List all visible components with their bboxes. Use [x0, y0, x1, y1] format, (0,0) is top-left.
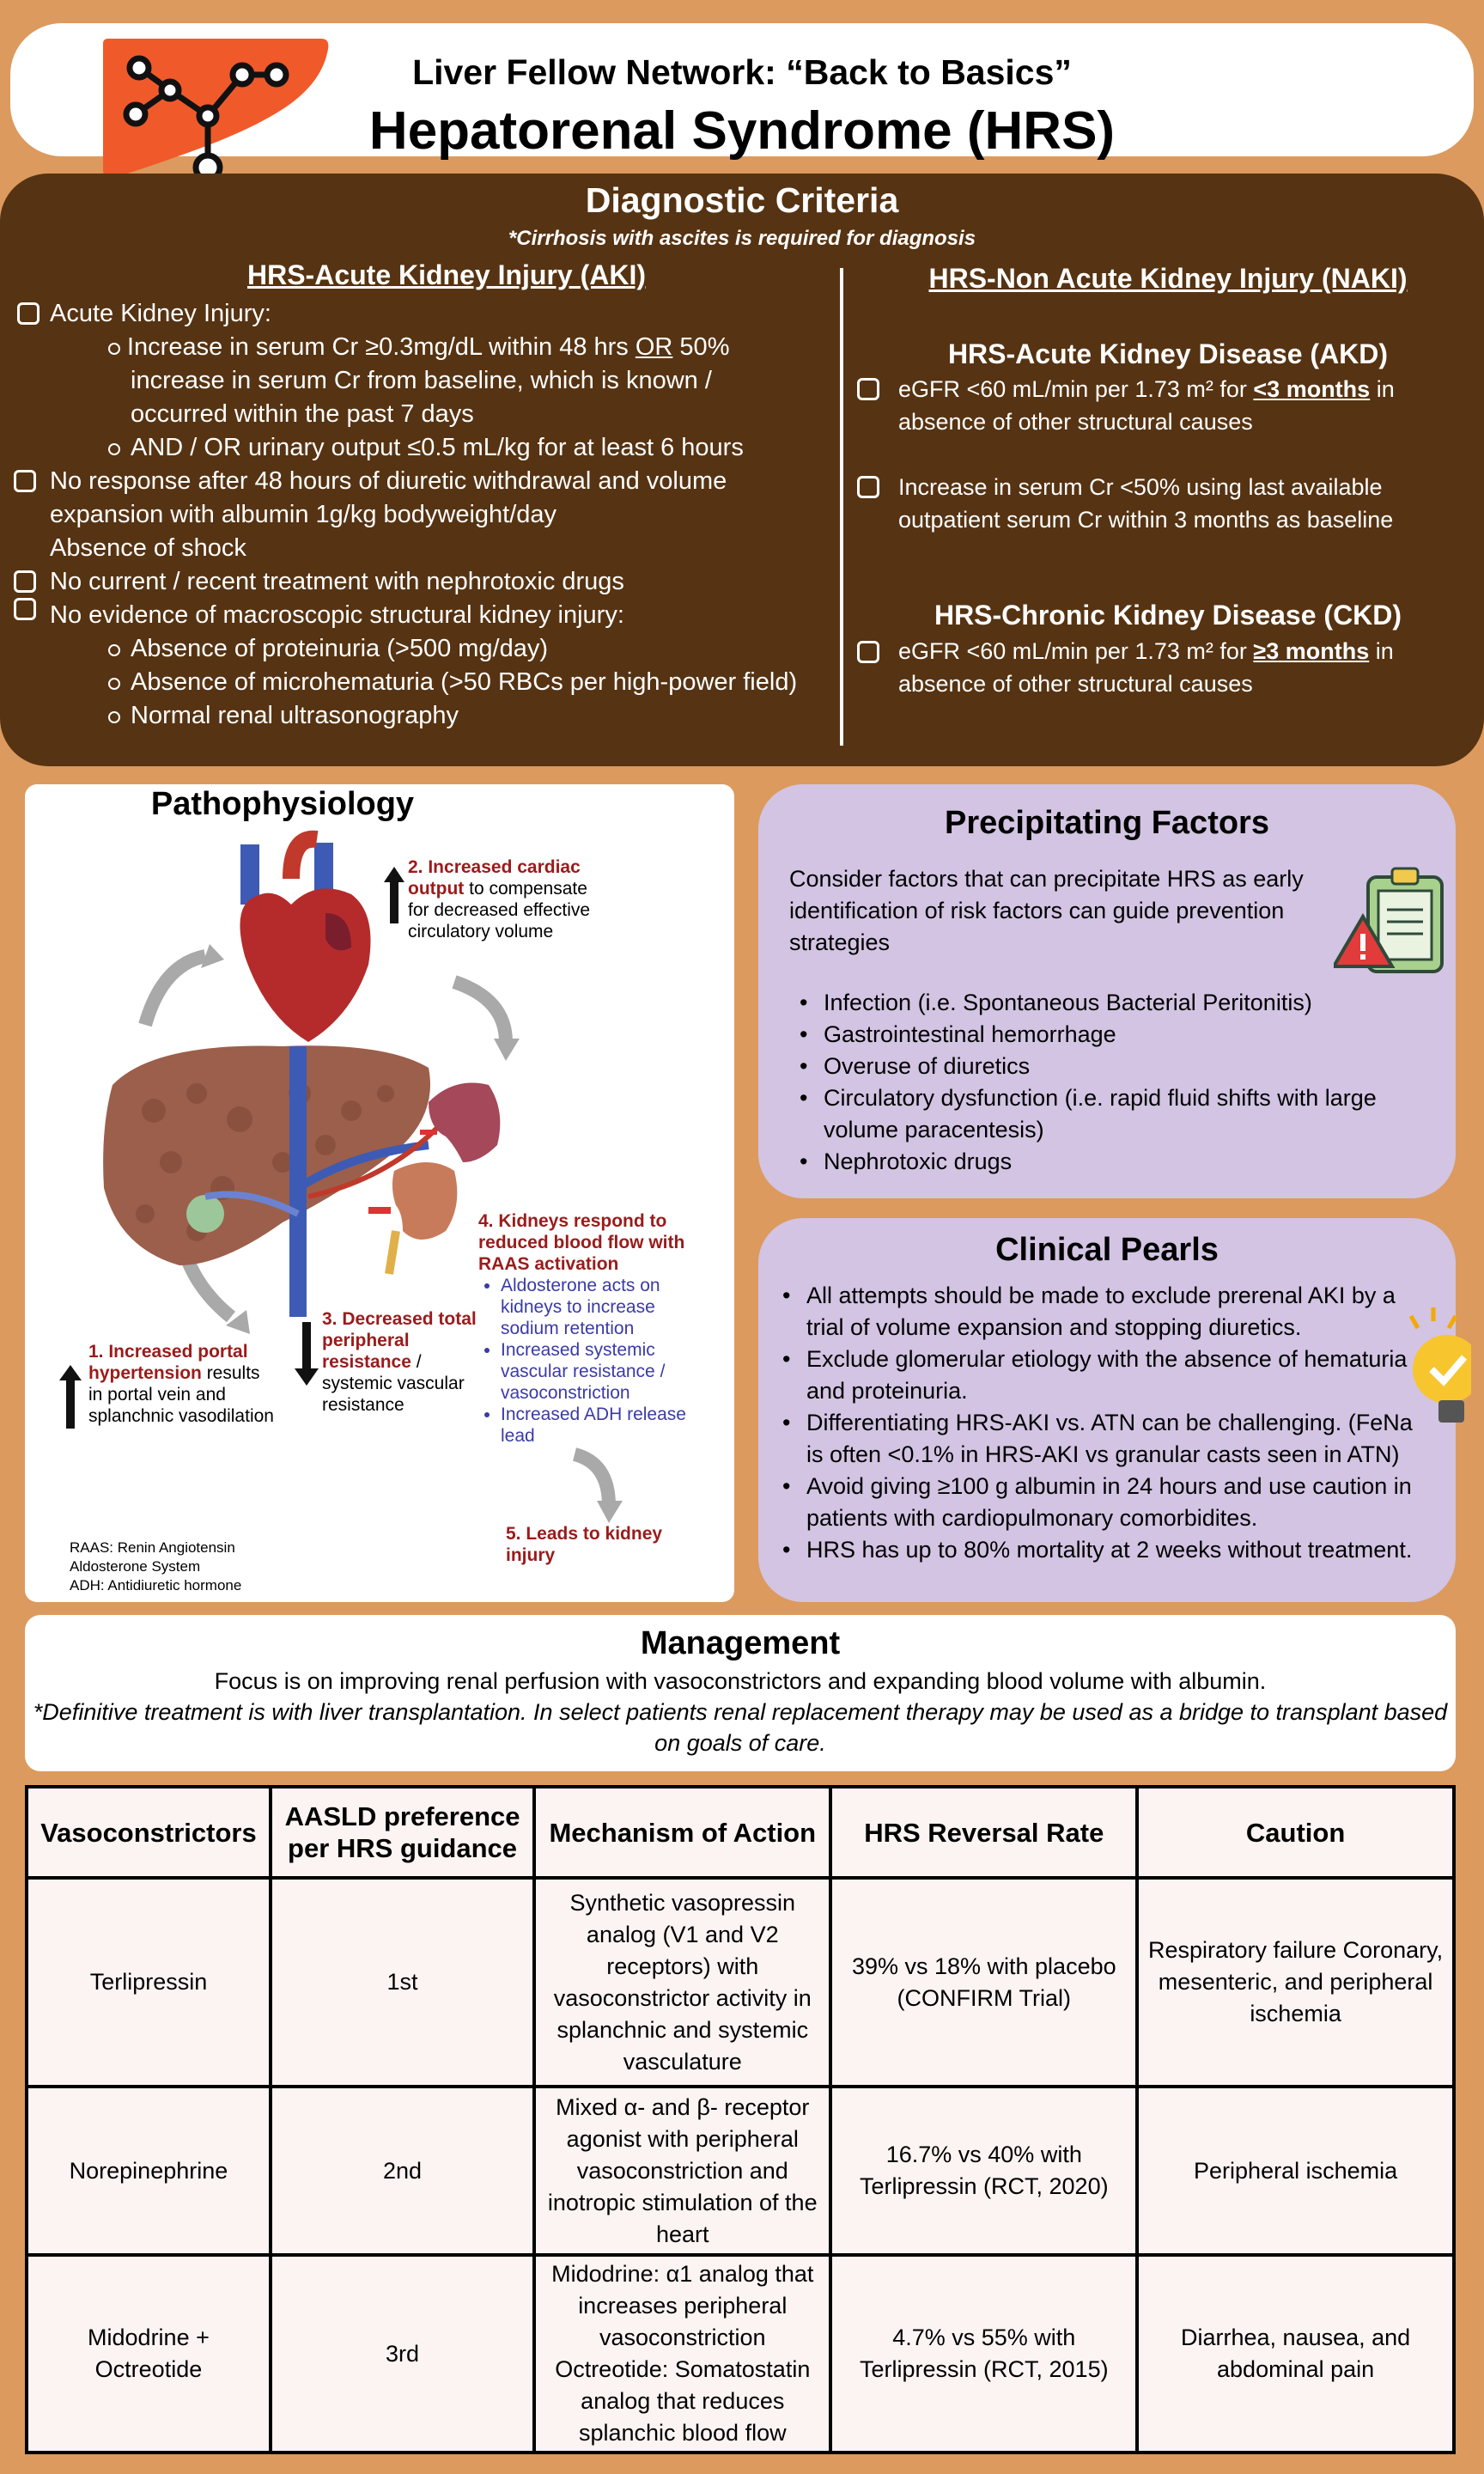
- criteria-checkbox[interactable]: [857, 476, 879, 498]
- sub-bullet-circle: [108, 443, 120, 455]
- table-cell: Norepinephrine: [27, 2087, 271, 2255]
- step-5-kidney-injury: 5. Leads to kidney injury: [506, 1524, 663, 1565]
- table-cell: Diarrhea, nausea, and abdominal pain: [1137, 2255, 1454, 2453]
- header-subtitle: Liver Fellow Network: “Back to Basics”: [412, 52, 1072, 92]
- aki-heading: HRS-Acute Kidney Injury (AKI): [246, 259, 647, 290]
- criteria-line: Absence of proteinuria (>500 mg/day): [131, 635, 549, 662]
- abbreviation-legend: RAAS: Renin Angiotensin Aldosterone System ADH: Antidiuretic hormone: [70, 1539, 242, 1593]
- diagnostic-title: Diagnostic Criteria: [585, 180, 899, 220]
- sub-bullet-circle: [108, 711, 120, 723]
- management-panel: [25, 1615, 1456, 1771]
- akd-criterion-1: eGFR <60 mL/min per 1.73 m² for <3 months in absence of other structural causes: [898, 376, 1395, 435]
- management-title: Management: [640, 1625, 841, 1661]
- criteria-line: Normal renal ultrasonography: [131, 702, 459, 729]
- criteria-line: AND / OR urinary output ≤0.5 mL/kg for at least 6 hours: [131, 434, 744, 461]
- diagnostic-note: *Cirrhosis with ascites is required for diagnosis: [508, 227, 976, 250]
- vasoconstrictor-table: [25, 1785, 1456, 2454]
- table-header-row: [27, 1787, 1454, 1878]
- criteria-line: expansion with albumin 1g/kg bodyweight/day: [50, 501, 557, 528]
- criteria-checkbox[interactable]: [857, 641, 879, 663]
- table-cell: Midodrine + Octreotide: [27, 2255, 271, 2453]
- sub-bullet-circle: [108, 343, 120, 355]
- table-cell: 4.7% vs 55% with Terlipressin (RCT, 2015): [830, 2255, 1137, 2453]
- precipitating-list: [800, 987, 1426, 1178]
- criteria-checkbox[interactable]: [14, 470, 36, 492]
- management-note: *Definitive treatment is with liver transplantation. In select patients renal replacement therapy may be used as a bridge to transplant based on goals of care.: [33, 1699, 1448, 1756]
- criteria-line: Absence of microhematuria (>50 RBCs per high-power field): [131, 668, 798, 696]
- table-row: [27, 2255, 1454, 2453]
- ckd-title: HRS-Chronic Kidney Disease (CKD): [934, 600, 1402, 631]
- table-cell: Mixed α- and β- receptor agonist with peripheral vasoconstriction and inotropic stimulation of the heart: [534, 2087, 830, 2255]
- column-header: Caution: [1137, 1787, 1454, 1878]
- management-focus: Focus is on improving renal perfusion with vasoconstrictors and expanding blood volume with albumin.: [214, 1668, 1267, 1694]
- table-cell: Terlipressin: [27, 1878, 271, 2087]
- criteria-line: occurred within the past 7 days: [131, 400, 474, 428]
- table-cell: 3rd: [271, 2255, 534, 2453]
- table-cell: Respiratory failure Coronary, mesenteric, and peripheral ischemia: [1137, 1878, 1454, 2087]
- criteria-checkbox[interactable]: [17, 302, 40, 325]
- sub-bullet-circle: [108, 678, 120, 690]
- precipitating-intro: Consider factors that can precipitate HRS as early identification of risk factors can guide prevention strategies: [789, 866, 1304, 955]
- column-divider: [840, 268, 843, 746]
- table-row: [27, 1878, 1454, 2087]
- page-title: Hepatorenal Syndrome (HRS): [368, 101, 1116, 161]
- step-4-raas-activation: 4. Kidneys respond to reduced blood flow with RAAS activation • Aldosterone acts on kidneys to increase sodium retention • Increased systemic vascular resistance / vasoconstriction • Increased ADH release lead: [478, 1210, 710, 1447]
- table-cell: Peripheral ischemia: [1137, 2087, 1454, 2255]
- criteria-checkbox[interactable]: [857, 378, 879, 400]
- criteria-line: increase in serum Cr from baseline, which is known /: [131, 367, 712, 394]
- list-item: • Avoid giving ≥100 g albumin in 24 hours and use caution in patients with cardiopulmonary comorbidites.: [782, 1471, 1426, 1534]
- step-3-peripheral-resistance: 3. Decreased total peripheral resistance / systemic vascular resistance: [322, 1309, 477, 1415]
- list-item: • HRS has up to 80% mortality at 2 weeks without treatment.: [782, 1534, 1426, 1566]
- clinical-pearls-panel: [758, 1218, 1456, 1602]
- naki-heading: HRS-Non Acute Kidney Injury (NAKI): [928, 263, 1408, 294]
- list-item: • Differentiating HRS-AKI vs. ATN can be challenging. (FeNa is often <0.1% in HRS-AKI vs granular casts seen in ATN): [782, 1407, 1426, 1471]
- table-cell: 1st: [271, 1878, 534, 2087]
- table-cell: 16.7% vs 40% with Terlipressin (RCT, 2020): [830, 2087, 1137, 2255]
- criteria-line: Increase in serum Cr ≥0.3mg/dL within 48 hrs OR 50%: [127, 333, 730, 361]
- criteria-line: No response after 48 hours of diuretic withdrawal and volume: [50, 467, 727, 495]
- table-cell: Midodrine: α1 analog that increases peripheral vasoconstriction Octreotide: Somatostatin analog that reduces splanchic blood flow: [534, 2255, 830, 2453]
- raas-effect: • Increased systemic vascular resistance / vasoconstriction: [501, 1339, 710, 1404]
- list-item: • Gastrointestinal hemorrhage: [800, 1019, 1426, 1051]
- list-item: • All attempts should be made to exclude prerenal AKI by a trial of volume expansion and stopping diuretics.: [782, 1280, 1426, 1344]
- column-header: AASLD preference per HRS guidance: [271, 1787, 534, 1878]
- column-header: Mechanism of Action: [534, 1787, 830, 1878]
- list-item: • Overuse of diuretics: [800, 1051, 1426, 1082]
- criteria-line: No current / recent treatment with nephrotoxic drugs: [50, 568, 624, 595]
- column-header: HRS Reversal Rate: [830, 1787, 1137, 1878]
- sub-bullet-circle: [108, 644, 120, 656]
- pearls-list: [782, 1280, 1426, 1566]
- step-1-portal-hypertension: 1. Increased portal hypertension results in portal vein and splanchnic vasodilation: [88, 1342, 274, 1426]
- step-2-cardiac-output: 2. Increased cardiac output to compensate for decreased effective circulatory volume: [408, 857, 591, 941]
- pathophysiology-title: Pathophysiology: [150, 786, 415, 822]
- clipboard-warning-icon: [1334, 865, 1454, 985]
- list-item: • Exclude glomerular etiology with the absence of hematuria and proteinuria.: [782, 1344, 1426, 1407]
- list-item: • Nephrotoxic drugs: [800, 1146, 1426, 1178]
- pathophysiology-illustration: [25, 784, 734, 1602]
- raas-effect: • Aldosterone acts on kidneys to increase sodium retention: [501, 1275, 710, 1339]
- header-banner: [10, 23, 1474, 161]
- precipitating-title: Precipitating Factors: [945, 805, 1269, 841]
- table-cell: Synthetic vasopressin analog (V1 and V2 receptors) with vasoconstrictor activity in splanchnic and systemic vasculature: [534, 1878, 830, 2087]
- criteria-line: Acute Kidney Injury:: [50, 300, 271, 327]
- criteria-checkbox[interactable]: [14, 570, 36, 593]
- precipitating-factors-panel: [758, 784, 1456, 1198]
- raas-effect: • Increased ADH release lead: [501, 1404, 710, 1447]
- akd-title: HRS-Acute Kidney Disease (AKD): [947, 338, 1389, 369]
- table-cell: 39% vs 18% with placebo (CONFIRM Trial): [830, 1878, 1137, 2087]
- pathophysiology-panel: [25, 784, 734, 1602]
- criteria-checkbox[interactable]: [14, 598, 36, 620]
- diagnostic-criteria-section: [0, 174, 1484, 766]
- criteria-line: No evidence of macroscopic structural kidney injury:: [50, 601, 624, 629]
- list-item: • Infection (i.e. Spontaneous Bacterial Peritonitis): [800, 987, 1426, 1019]
- ckd-criterion-1: eGFR <60 mL/min per 1.73 m² for ≥3 months in absence of other structural causes: [898, 638, 1394, 697]
- pearls-title: Clinical Pearls: [995, 1232, 1219, 1268]
- list-item: • Circulatory dysfunction (i.e. rapid fluid shifts with large volume paracentesis): [800, 1082, 1426, 1146]
- akd-criterion-2: Increase in serum Cr <50% using last available outpatient serum Cr within 3 months as baseline: [898, 474, 1394, 533]
- criteria-line: Absence of shock: [50, 534, 246, 562]
- table-cell: 2nd: [271, 2087, 534, 2255]
- table-row: [27, 2087, 1454, 2255]
- column-header: Vasoconstrictors: [27, 1787, 271, 1878]
